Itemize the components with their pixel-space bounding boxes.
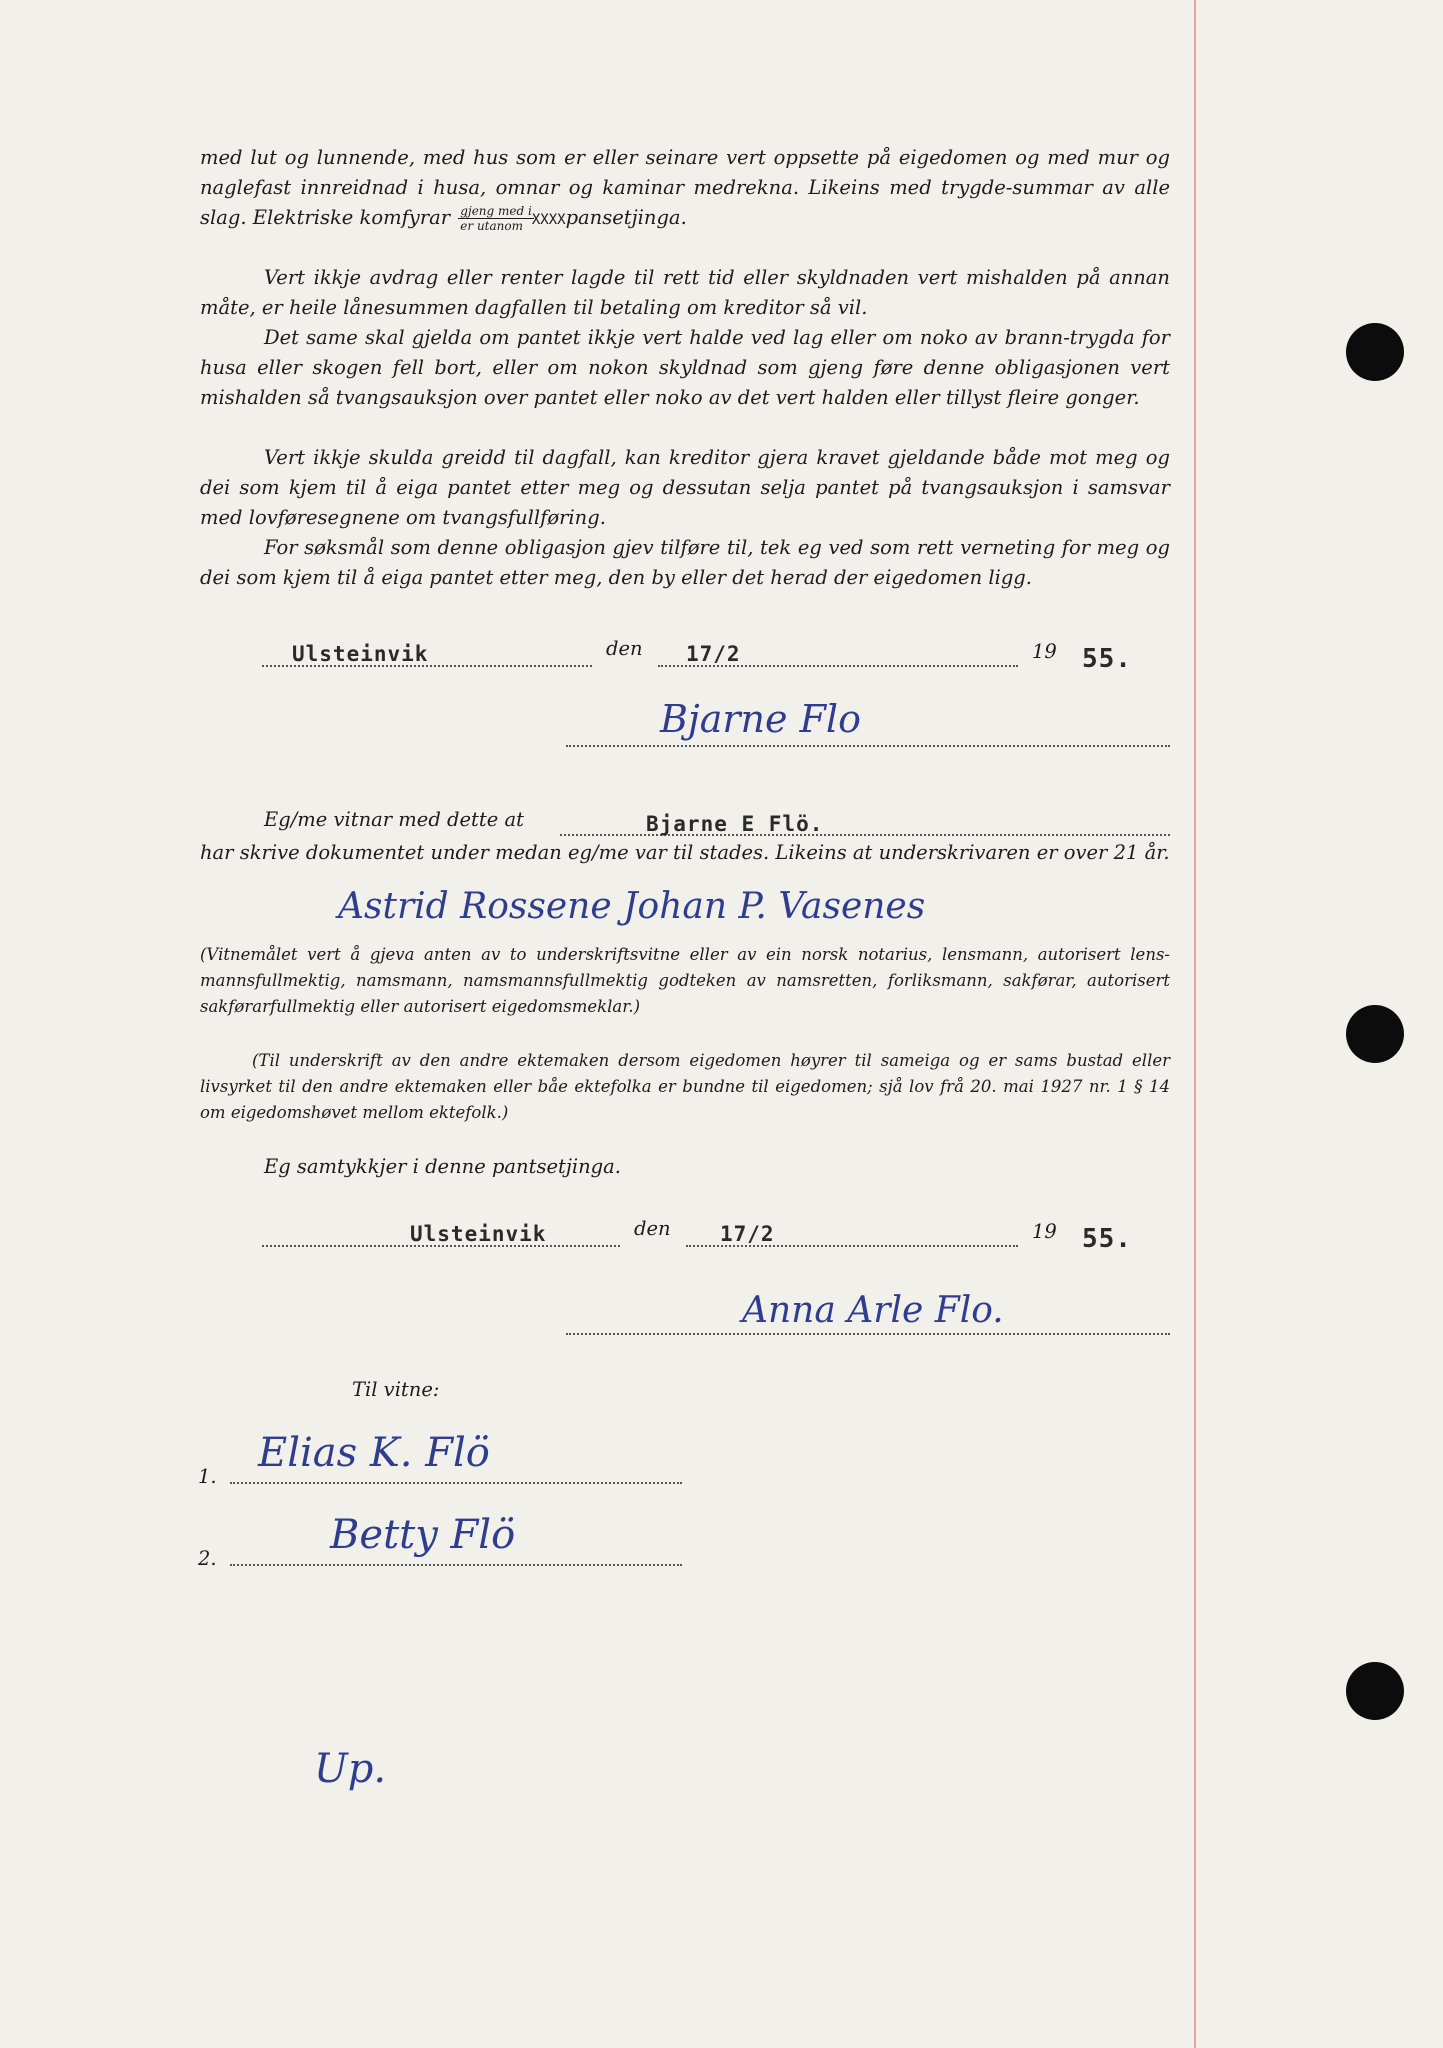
witness-1-signature: Elias K. Flö xyxy=(258,1430,490,1476)
date-typed-2: 17/2 xyxy=(720,1222,775,1246)
note-spouse-signature: (Til underskrift av den andre ektemaken dersom eigedomen høyrer til sameiga og er sams bustad eller livsyrket til den andre ektemaken eller båe ektefolka er bundne til eigedomen; sjå lov frå 20. mai 1927 nr. 1 § 14 om eigedomshøvet mellom ektefolk.) xyxy=(200,1051,1170,1122)
witness-1-line xyxy=(230,1482,682,1484)
witness-2-signature: Betty Flö xyxy=(330,1512,516,1558)
signature-debtor: Bjarne Flo xyxy=(660,697,861,741)
paragraph-default: Vert ikkje avdrag eller renter lagde til rett tid eller skyldnaden vert mishalden på annan måte, er heile lånesummen dagfallen til betaling om kreditor så vil. xyxy=(200,266,1170,319)
punch-hole-middle xyxy=(1346,1005,1404,1063)
consent-statement: Eg samtykkjer i denne pantsetjinga. xyxy=(264,1155,621,1178)
witness-1-number: 1. xyxy=(198,1465,217,1488)
signature-line-1 xyxy=(566,745,1170,747)
paragraph-venue: For søksmål som denne obligasjon gjev tilføre til, tek eg ved som rett verneting for meg og dei som kjem til å eiga pantet etter meg, den by eller det herad der eigedomen ligg. xyxy=(200,536,1170,589)
place-typed-2: Ulsteinvik xyxy=(410,1222,547,1246)
punch-hole-bottom xyxy=(1346,1662,1404,1720)
note-witness-requirements: (Vitnemålet vert å gjeva anten av to underskriftsvitne eller av ein norsk notarius, lensmann, autorisert lens-mannsfullmektig, namsmann, namsmannsfullmektig godteken av namsretten, forliksmann, sakførar, autorisert sakførarfullmektig eller autorisert eigedomsmeklar.) xyxy=(200,945,1170,1016)
date-typed-1: 17/2 xyxy=(686,642,741,666)
witness-name-typed: Bjarne E Flö. xyxy=(646,812,824,836)
witness-statement: har skrive dokumentet under medan eg/me var til stades. Likeins at underskrivaren er over 21 år. xyxy=(200,841,1170,864)
paragraph-mortgage-scope xyxy=(200,143,1170,235)
paragraph-enforcement: Vert ikkje skulda greidd til dagfall, kan kreditor gjera kravet gjeldande både mot meg og dei som kjem til å eiga pantet etter meg og dessutan selja pantet på tvangsauksjon i samsvar med lovføresegnene om tvangsfullføring. xyxy=(200,446,1170,529)
witness-intro: Eg/me vitnar med dette at xyxy=(264,808,524,831)
signature-line-2 xyxy=(566,1333,1170,1335)
fraction-top: gjeng med i xyxy=(460,204,532,218)
witness-2-number: 2. xyxy=(198,1547,217,1570)
year-suffix-2: 55. xyxy=(1082,1224,1132,1254)
signature-witnesses: Astrid Rossene Johan P. Vasenes xyxy=(338,886,926,927)
paragraph-insurance: Det same skal gjelda om pantet ikkje vert halde ved lag eller om noko av brann-trygda for husa eller skogen fell bort, eller om nokon skyldnad som gjeng føre denne obligasjonen vert mishalden så tvangsauksjon over pantet eller noko av det vert halden eller tillyst fleire gonger. xyxy=(200,326,1170,409)
year-prefix-1: 19 xyxy=(1032,640,1057,663)
place-typed-1: Ulsteinvik xyxy=(292,642,429,666)
struck-text: XXXX xyxy=(531,212,566,228)
fraction-choice xyxy=(458,204,534,233)
punch-hole-top xyxy=(1346,323,1404,381)
paragraph-1-text: med lut og lunnende, med hus som er eller seinare vert oppsette på eigedomen og med mur og naglefast innreidnad i husa, omnar og kaminar medrekna. Likeins med trygde-summar av alle slag. Elektriske komfyrar xyxy=(200,146,1170,229)
margin-line xyxy=(1194,0,1196,2048)
paragraph-1-end: pansetjinga. xyxy=(565,206,687,229)
witness-2-line xyxy=(230,1564,682,1566)
den-label-1: den xyxy=(606,637,643,660)
year-suffix-1: 55. xyxy=(1082,644,1132,674)
initials-mark: Up. xyxy=(314,1746,387,1792)
year-prefix-2: 19 xyxy=(1032,1220,1057,1243)
signature-spouse: Anna Arle Flo. xyxy=(742,1290,1004,1331)
witnesses-label: Til vitne: xyxy=(352,1378,440,1401)
fraction-bottom: er utanom xyxy=(460,219,523,233)
den-label-2: den xyxy=(634,1217,671,1240)
